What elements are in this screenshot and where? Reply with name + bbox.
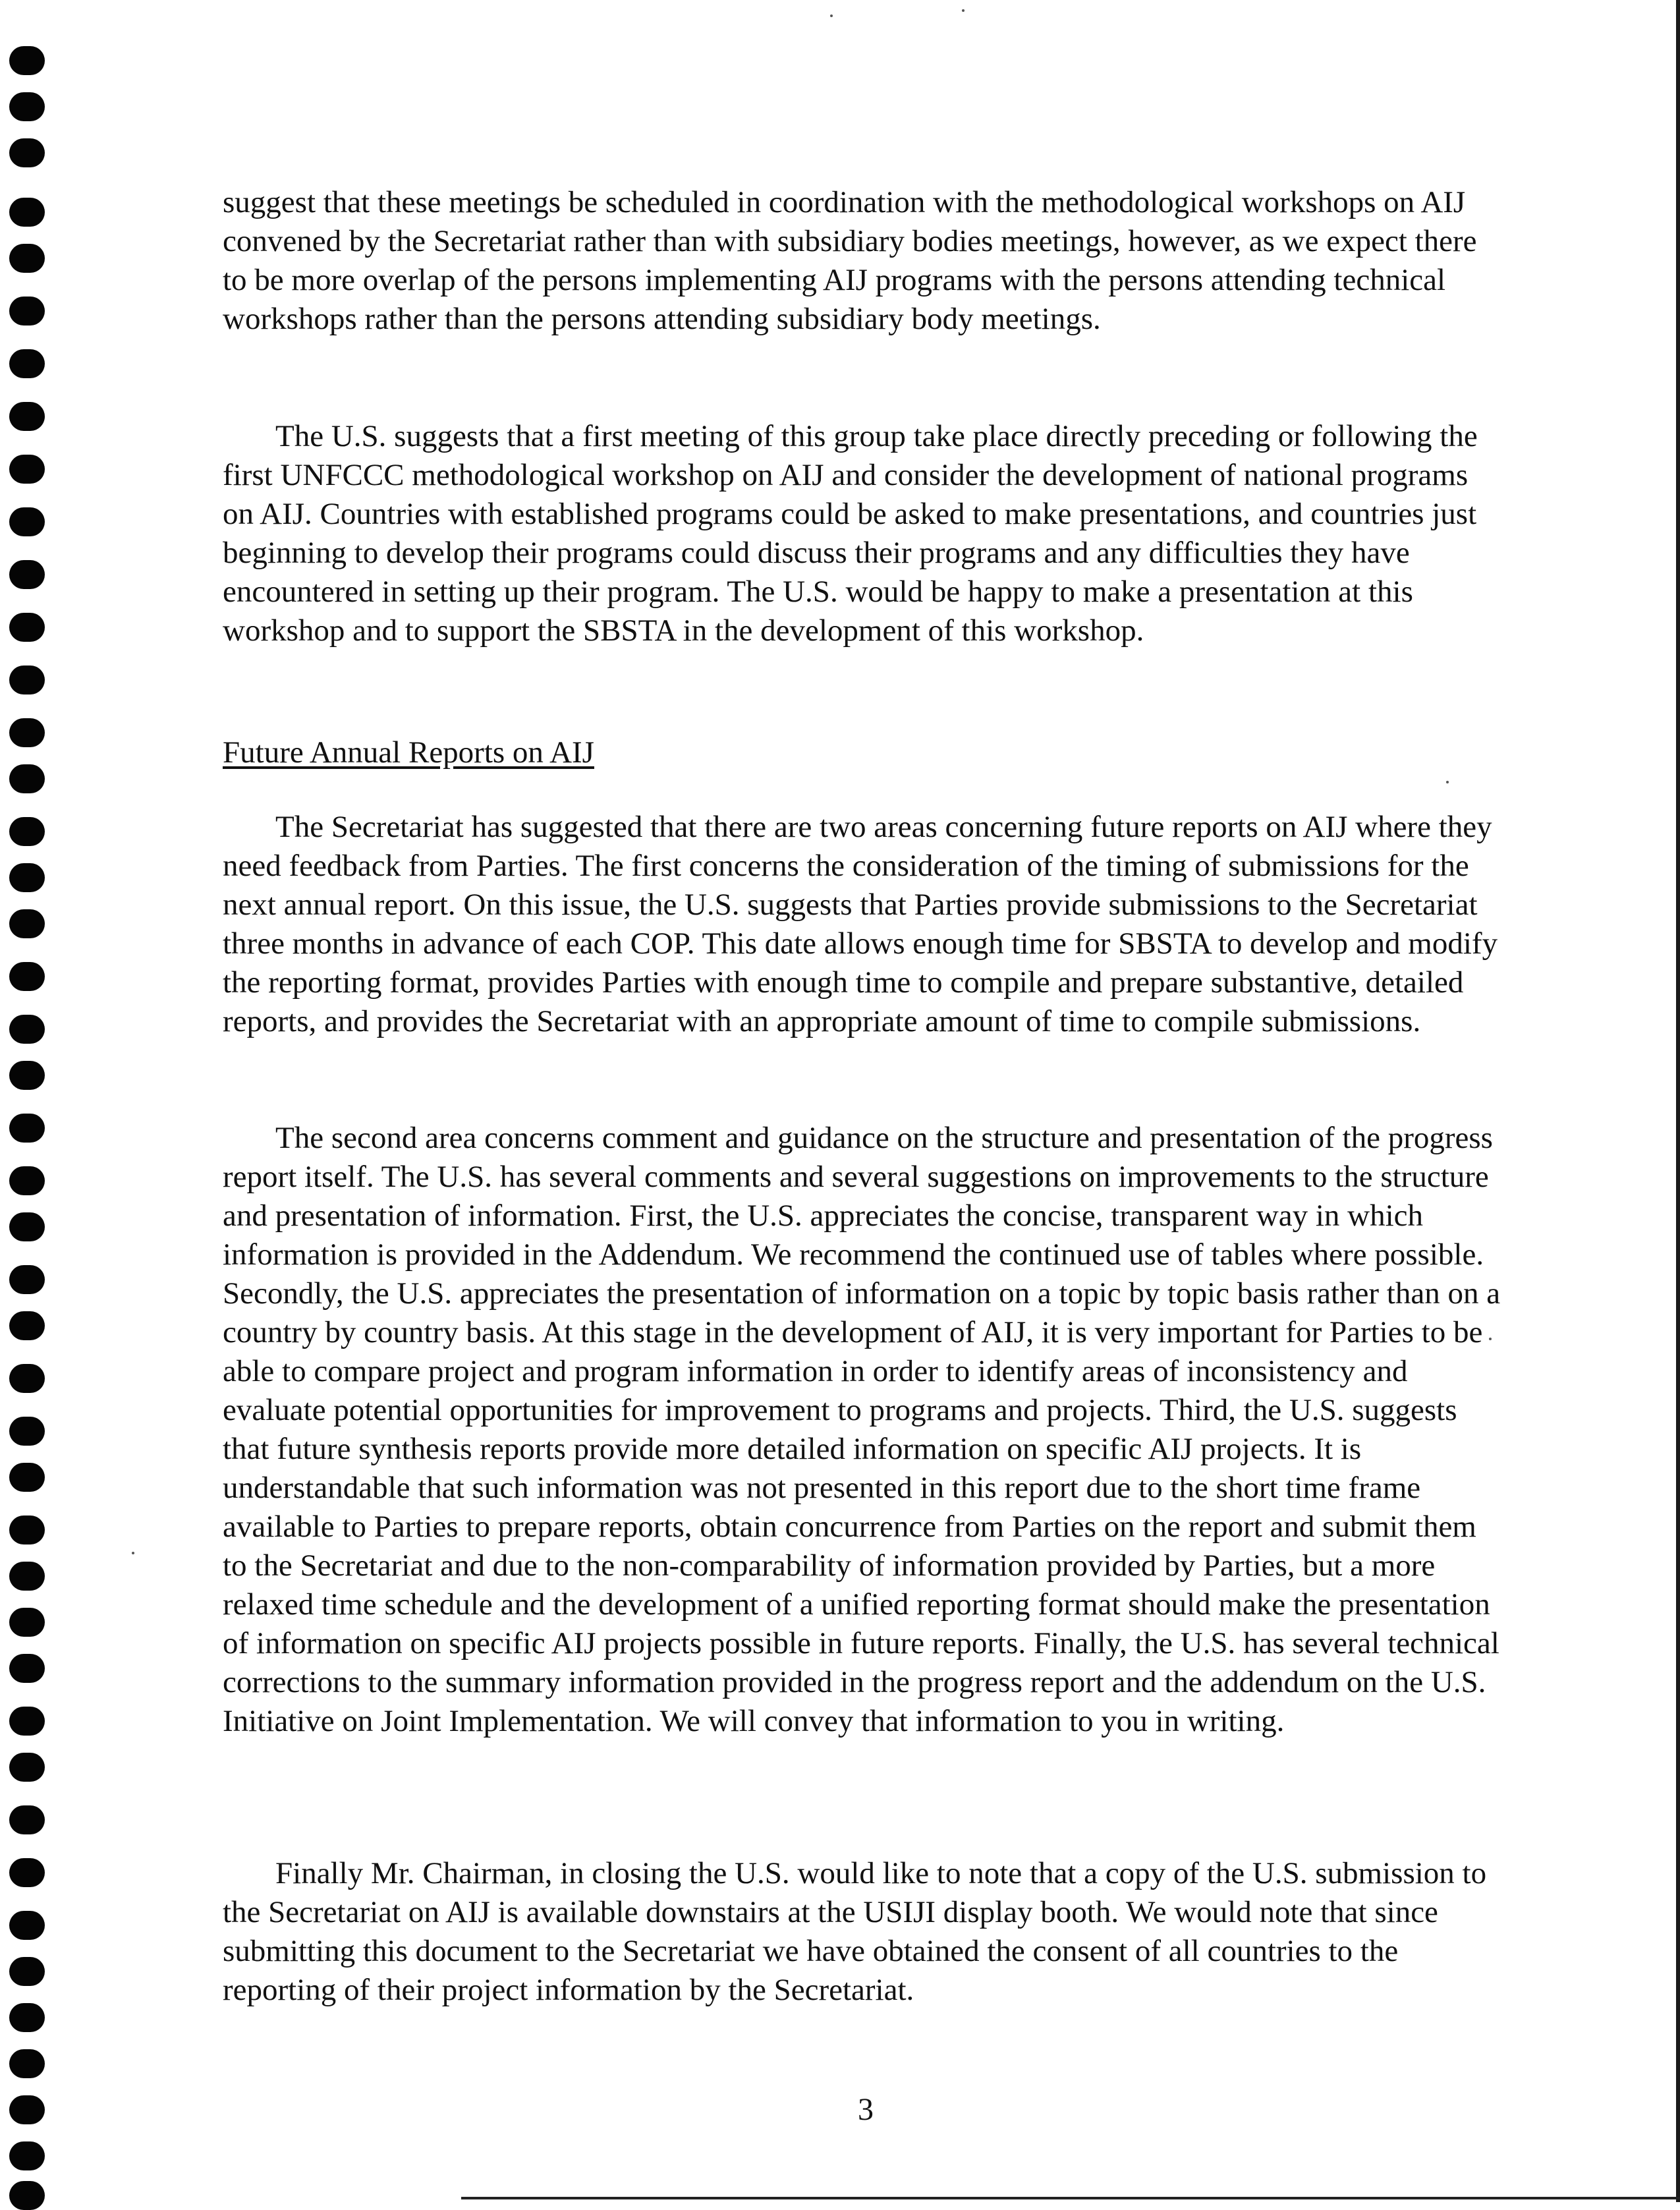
punch-hole bbox=[9, 1265, 45, 1294]
page-number: 3 bbox=[858, 2092, 874, 2127]
punch-hole bbox=[9, 863, 45, 892]
paragraph-reports-timing: The Secretariat has suggested that there are two areas concerning future reports on AIJ where they need feedback from Parties. The first concerns the consideration of the timing of submissions for the next annual report. On this issue, the U.S. suggests that Parties provide submissions to the Secretariat three months in advance of each COP. This date allows enough time for SBSTA to develop and modify the reporting format, provides Parties with enough time to compile and prepare substantive, detailed reports, and provides the Secretariat with an appropriate amount of time to compile submissions. bbox=[223, 810, 1498, 1038]
punch-hole bbox=[9, 1753, 45, 1782]
punch-hole bbox=[9, 138, 45, 167]
punch-hole bbox=[9, 349, 45, 378]
scan-speck bbox=[962, 9, 965, 12]
punch-hole bbox=[9, 46, 45, 75]
punch-hole bbox=[9, 1015, 45, 1044]
punch-hole bbox=[9, 455, 45, 484]
punch-hole bbox=[9, 1911, 45, 1940]
punch-hole bbox=[9, 1311, 45, 1340]
scan-speck bbox=[132, 1552, 134, 1554]
scan-speck bbox=[830, 14, 833, 17]
punch-hole bbox=[9, 1707, 45, 1736]
paragraph-continuation: suggest that these meetings be scheduled in coordination with the methodological workshops on AIJ convened by the Secretariat rather than with subsidiary bodies meetings, however, as we expect there to be more overlap of the persons implementing AIJ programs with the persons attending technical workshops rather than the persons attending subsidiary body meetings. bbox=[223, 185, 1477, 336]
binder-holes bbox=[7, 0, 53, 2202]
punch-hole bbox=[9, 1654, 45, 1683]
punch-hole bbox=[9, 1166, 45, 1195]
punch-hole bbox=[9, 613, 45, 642]
punch-hole bbox=[9, 962, 45, 991]
punch-hole bbox=[9, 560, 45, 589]
punch-hole bbox=[9, 2181, 45, 2210]
punch-hole bbox=[9, 198, 45, 227]
punch-hole bbox=[9, 909, 45, 938]
punch-hole bbox=[9, 297, 45, 326]
punch-hole bbox=[9, 764, 45, 793]
punch-hole bbox=[9, 1114, 45, 1143]
paragraph-report-structure: The second area concerns comment and guidance on the structure and presentation of the progress report itself. The U.S. has several comments and several suggestions on improvements to the structure and presentation of information. First, the U.S. appreciates the concise, transparent way in which information is provided in the Addendum. We recommend the continued use of tables where possible. Secondly, the U.S. appreciates the presentation of information on a topic by topic basis rather than on a country by country basis. At this stage in the development of AIJ, it is very important for Parties to be able to compare project and program information in order to identify areas of inconsistency and evaluate potential opportunities for improvement to programs and projects. Third, the U.S. suggests that future synthesis reports provide more detailed information on specific AIJ projects. It is understandable that such information was not presented in this report due to the short time frame available to Parties to prepare reports, obtain concurrence from Parties on the report and submit them to the Secretariat and due to the non-comparability of information provided by Parties, but a more relaxed time schedule and the development of a unified reporting format should make the presentation of information on specific AIJ projects possible in future reports. Finally, the U.S. has several technical corrections to the summary information provided in the progress report and the addendum on the U.S. Initiative on Joint Implementation. We will convey that information to you in writing. bbox=[223, 1121, 1501, 1738]
scan-edge-bottom bbox=[461, 2197, 1680, 2199]
scan-edge-right bbox=[1676, 0, 1680, 2202]
punch-hole bbox=[9, 2141, 45, 2170]
paragraph-first-meeting: The U.S. suggests that a first meeting of this group take place directly preceding or following the first UNFCCC methodological workshop on AIJ and consider the development of national programs on AIJ. Countries with established programs could be asked to make presentations, and countries just beginning to develop their programs could discuss their programs and any difficulties they have encountered in setting up their program. The U.S. would be happy to make a presentation at this workshop and to support the SBSTA in the development of this workshop. bbox=[223, 419, 1478, 648]
punch-hole bbox=[9, 1608, 45, 1637]
punch-hole bbox=[9, 718, 45, 747]
punch-hole bbox=[9, 1212, 45, 1241]
punch-hole bbox=[9, 1061, 45, 1090]
punch-hole bbox=[9, 1417, 45, 1446]
scan-speck bbox=[1446, 781, 1449, 783]
punch-hole bbox=[9, 402, 45, 431]
punch-hole bbox=[9, 2095, 45, 2124]
punch-hole bbox=[9, 1957, 45, 1986]
punch-hole bbox=[9, 2003, 45, 2032]
punch-hole bbox=[9, 1364, 45, 1393]
punch-hole bbox=[9, 817, 45, 846]
punch-hole bbox=[9, 1805, 45, 1834]
punch-hole bbox=[9, 1562, 45, 1591]
punch-hole bbox=[9, 1516, 45, 1544]
punch-hole bbox=[9, 244, 45, 273]
punch-hole bbox=[9, 92, 45, 121]
punch-hole bbox=[9, 666, 45, 694]
punch-hole bbox=[9, 507, 45, 536]
punch-hole bbox=[9, 1858, 45, 1887]
section-heading: Future Annual Reports on AIJ bbox=[223, 735, 594, 770]
paragraph-closing: Finally Mr. Chairman, in closing the U.S. would like to note that a copy of the U.S. submission to the Secretariat on AIJ is available downstairs at the USIJI display booth. We would note that since submitting this document to the Secretariat we have obtained the consent of all countries to the reporting of their project information by the Secretariat. bbox=[223, 1856, 1487, 2007]
punch-hole bbox=[9, 2049, 45, 2078]
punch-hole bbox=[9, 1463, 45, 1492]
